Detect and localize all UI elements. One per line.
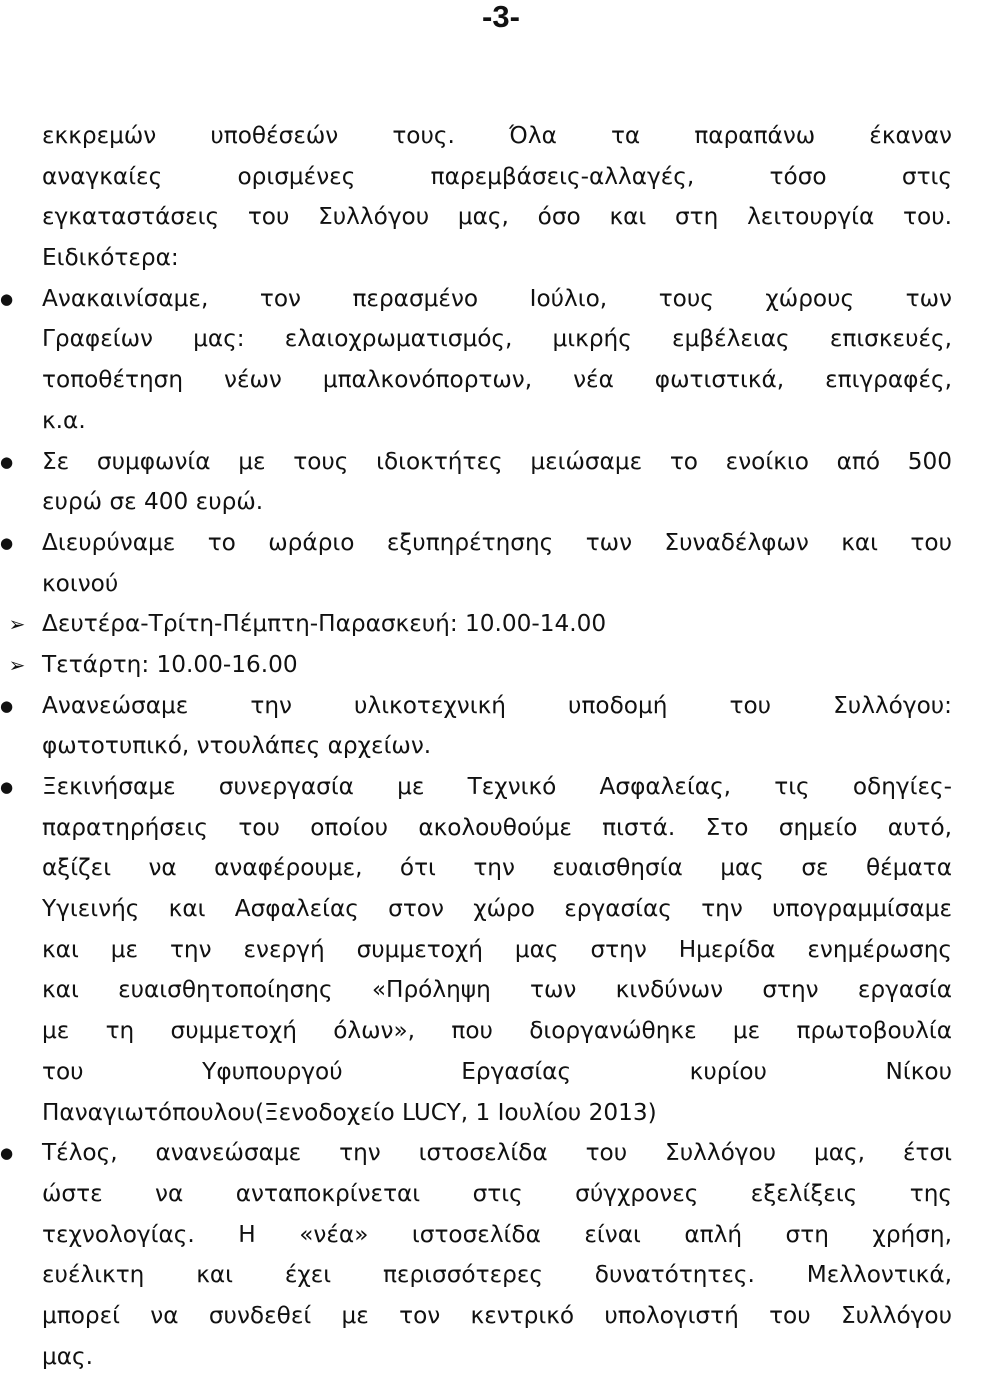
- line-text: και ευαισθητοποίησης «Πρόληψη των κινδύνων στην εργασία: [42, 976, 952, 1004]
- line-text: Διευρύναμε το ωράριο εξυπηρέτησης των Συναδέλφων και του: [42, 528, 952, 556]
- text-line: [42, 808, 952, 849]
- text-line: [42, 157, 952, 198]
- line-text: Γραφείων μας: ελαιοχρωματισμός, μικρής εμβέλειας επισκευές,: [42, 325, 952, 353]
- line-text: τεχνολογίας. Η «νέα» ιστοσελίδα είναι απλή στη χρήση,: [42, 1220, 952, 1248]
- text-line: [42, 1255, 952, 1296]
- text-line: [42, 848, 952, 889]
- text-line: [42, 116, 952, 157]
- text-line: [42, 238, 952, 279]
- text-line: [0, 1133, 952, 1174]
- text-line: [42, 1093, 952, 1134]
- line-text: του Υφυπουργού Εργασίας κυρίου Νίκου: [42, 1057, 952, 1085]
- text-line: [42, 1052, 952, 1093]
- line-text: Ειδικότερα:: [42, 244, 179, 272]
- line-text: Σε συμφωνία με τους ιδιοκτήτες μειώσαμε το ενοίκιο από 500: [42, 447, 952, 475]
- text-line: [42, 564, 952, 605]
- line-text: Υγιεινής και Ασφαλείας στον χώρο εργασίας την υπογραμμίσαμε: [42, 895, 952, 923]
- arrow-bullet-icon: ➢: [8, 652, 26, 677]
- text-line: [42, 360, 952, 401]
- line-text: κοινού: [42, 569, 119, 597]
- page-number: -3-: [482, 0, 520, 34]
- text-line: [42, 401, 952, 442]
- bullet-icon: ●: [0, 696, 14, 715]
- text-line: [42, 319, 952, 360]
- bullet-icon: ●: [0, 533, 14, 552]
- line-text: ευρώ σε 400 ευρώ.: [42, 488, 264, 516]
- bullet-icon: ●: [0, 778, 14, 796]
- line-text: μπορεί να συνδεθεί με τον κεντρικό υπολογιστή του Συλλόγου: [42, 1301, 952, 1329]
- text-line: [8, 645, 952, 686]
- text-line: [0, 523, 952, 564]
- line-text: ώστε να ανταποκρίνεται στις σύγχρονες εξελίξεις της: [42, 1179, 952, 1207]
- text-line: [0, 686, 952, 727]
- text-line: [0, 279, 952, 320]
- text-line: [8, 604, 952, 645]
- line-text: Τέλος, ανανεώσαμε την ιστοσελίδα του Συλλόγου μας, έτσι: [42, 1139, 952, 1167]
- text-line: [42, 482, 952, 523]
- line-text: αξίζει να αναφέρουμε, ότι την ευαισθησία μας σε θέματα: [42, 854, 952, 882]
- line-text: κ.α.: [42, 406, 86, 434]
- text-line: [42, 726, 952, 767]
- text-line: [42, 889, 952, 930]
- line-text: φωτοτυπικό, ντουλάπες αρχείων.: [42, 732, 432, 760]
- line-text: με τη συμμετοχή όλων», που διοργανώθηκε με πρωτοβουλία: [42, 1017, 952, 1045]
- bullet-icon: ●: [0, 1144, 14, 1163]
- line-text: εγκαταστάσεις του Συλλόγου μας, όσο και στη λειτουργία του.: [42, 203, 952, 231]
- line-text: Δευτέρα-Τρίτη-Πέμπτη-Παρασκευή: 10.00-14.00: [42, 610, 607, 638]
- line-text: Ανανεώσαμε την υλικοτεχνική υποδομή του Συλλόγου:: [42, 691, 952, 719]
- text-line: [42, 1174, 952, 1215]
- body-text: [0, 116, 952, 1377]
- line-text: Τετάρτη: 10.00-16.00: [42, 650, 298, 678]
- arrow-bullet-icon: ➢: [8, 612, 26, 637]
- line-text: Ξεκινήσαμε συνεργασία με Τεχνικό Ασφαλείας, τις οδηγίες-: [42, 773, 952, 800]
- text-line: [42, 930, 952, 971]
- line-text: ευέλικτη και έχει περισσότερες δυνατότητες. Μελλοντικά,: [42, 1261, 952, 1289]
- line-text: εκκρεμών υποθέσεών τους. Όλα τα παραπάνω έκαναν: [42, 122, 952, 149]
- line-text: αναγκαίες ορισμένες παρεμβάσεις-αλλαγές, τόσο στις: [42, 162, 952, 190]
- text-line: [0, 767, 952, 808]
- text-line: [0, 442, 952, 483]
- text-line: [42, 1337, 952, 1377]
- text-line: [42, 970, 952, 1011]
- line-text: Παναγιωτόπουλου(Ξενοδοχείο LUCY, 1 Ιουλίου 2013): [42, 1098, 657, 1126]
- text-line: [42, 1215, 952, 1256]
- text-line: [42, 1296, 952, 1337]
- bullet-icon: ●: [0, 289, 14, 308]
- bullet-icon: ●: [0, 452, 14, 471]
- line-text: μας.: [42, 1342, 94, 1370]
- line-text: Ανακαινίσαμε, τον περασμένο Ιούλιο, τους χώρους των: [42, 284, 952, 312]
- line-text: τοποθέτηση νέων μπαλκονόπορτων, νέα φωτιστικά, επιγραφές,: [42, 366, 952, 394]
- text-line: [42, 197, 952, 238]
- line-text: και με την ενεργή συμμετοχή μας στην Ημερίδα ενημέρωσης: [42, 935, 952, 963]
- text-line: [42, 1011, 952, 1052]
- line-text: παρατηρήσεις του οποίου ακολουθούμε πιστά. Στο σημείο αυτό,: [42, 813, 952, 841]
